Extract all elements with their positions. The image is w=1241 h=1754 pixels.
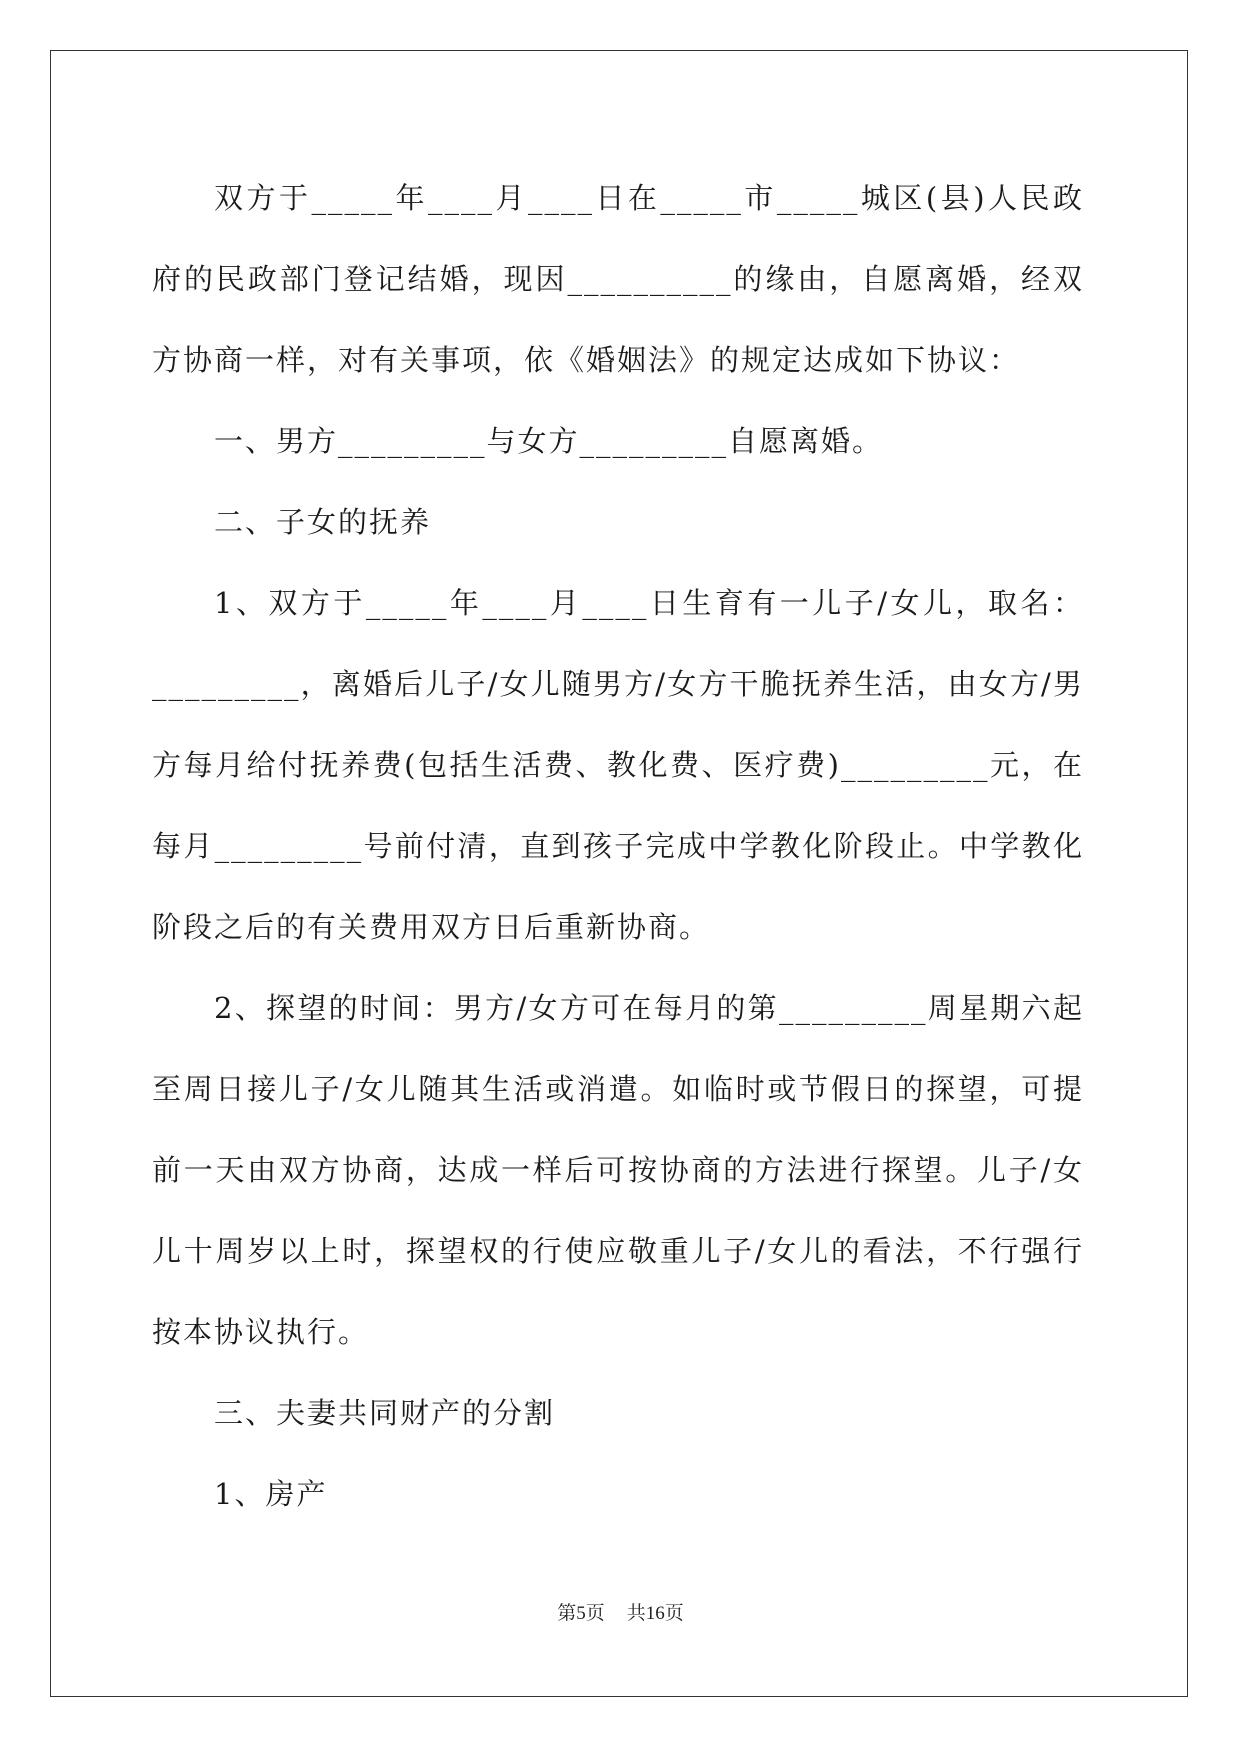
heading-real-estate: 1、房产 — [214, 1477, 328, 1511]
paragraph-child-support: 1、双方于_____年____月____日生育有一儿子/女儿，取名：_________，离婚后儿子/女儿随男方/女方干脆抚养生活，由女方/男方每月给付抚养费(包括生活费、教化费、医疗费)_________元，在每月_________号前付清，直到孩子完成中学教化阶段止。中学教化阶段之后的有关费用双方日后重新协商。 — [152, 586, 1084, 944]
heading-child-custody: 二、子女的抚养 — [214, 505, 432, 539]
page-footer — [0, 1598, 1241, 1625]
heading-property-division: 三、夫妻共同财产的分割 — [214, 1396, 556, 1430]
paragraph-clause-1: 一、男方_________与女方_________自愿离婚。 — [214, 424, 884, 458]
document-body — [152, 158, 1084, 1535]
paragraph-visitation: 2、探望的时间：男方/女方可在每月的第_________周星期六起至周日接儿子/女儿随其生活或消遣。如临时或节假日的探望，可提前一天由双方协商，达成一样后可按协商的方法进行探望。儿子/女儿十周岁以上时，探望权的行使应敬重儿子/女儿的看法，不行强行按本协议执行。 — [152, 991, 1084, 1349]
total-page-count: 共16页 — [626, 1603, 684, 1624]
paragraph-intro: 双方于_____年____月____日在_____市_____城区(县)人民政府的民政部门登记结婚，现因__________的缘由，自愿离婚，经双方协商一样，对有关事项，依《婚姻法》的规定达成如下协议： — [152, 181, 1084, 377]
current-page-number: 第5页 — [557, 1603, 605, 1624]
